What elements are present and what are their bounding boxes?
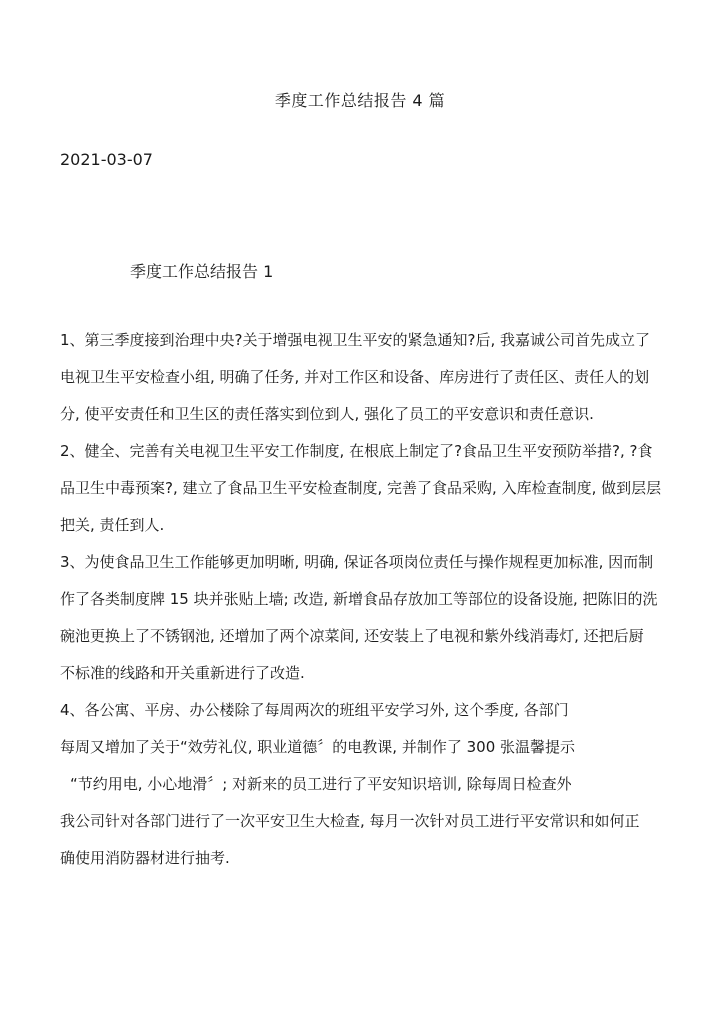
text-line: 品卫生中毒预案?, 建立了食品卫生平安检查制度, 完善了食品采购, 入库检查制度, 做到层层 bbox=[60, 479, 662, 497]
paragraph-2 bbox=[60, 433, 660, 544]
text-line: 碗池更换上了不锈钢池, 还增加了两个凉菜间, 还安装上了电视和紫外线消毒灯, 还把后厨 bbox=[60, 627, 644, 645]
text-line: 1、第三季度接到治理中央?关于增强电视卫生平安的紧急通知?后, 我嘉诚公司首先成立了 bbox=[60, 331, 651, 349]
text-line: 每周又增加了关于“效劳礼仪, 职业道德〞的电教课, 并制作了 300 张温馨提示 bbox=[60, 738, 576, 756]
section-heading: 季度工作总结报告 1 bbox=[130, 262, 274, 281]
text-line: 不标准的线路和开关重新进行了改造. bbox=[60, 664, 305, 682]
text-line: “节约用电, 小心地滑〞; 对新来的员工进行了平安知识培训, 除每周日检查外 bbox=[70, 775, 572, 793]
text-line: 2、健全、完善有关电视卫生平安工作制度, 在根底上制定了?食品卫生平安预防举措?, ?食 bbox=[60, 442, 653, 460]
text-line: 我公司针对各部门进行了一次平安卫生大检查, 每月一次针对员工进行平安常识和如何正 bbox=[60, 812, 640, 830]
paragraph-1 bbox=[60, 322, 660, 433]
paragraph-3 bbox=[60, 544, 660, 692]
text-line: 电视卫生平安检查小组, 明确了任务, 并对工作区和设备、库房进行了责任区、责任人的划 bbox=[60, 368, 650, 386]
text-line: 作了各类制度牌 15 块并张贴上墙; 改造, 新增食品存放加工等部位的设备设施, 把陈旧的洗 bbox=[60, 590, 658, 608]
paragraph-4 bbox=[60, 692, 660, 877]
text-line: 把关, 责任到人. bbox=[60, 516, 165, 534]
text-line: 4、各公寓、平房、办公楼除了每周两次的班组平安学习外, 这个季度, 各部门 bbox=[60, 701, 569, 719]
text-line: 分, 使平安责任和卫生区的责任落实到位到人, 强化了员工的平安意识和责任意识. bbox=[60, 405, 594, 423]
text-line: 确使用消防器材进行抽考. bbox=[60, 849, 230, 867]
text-line: 3、为使食品卫生工作能够更加明晰, 明确, 保证各项岗位责任与操作规程更加标准, 因而制 bbox=[60, 553, 654, 571]
document-date: 2021-03-07 bbox=[60, 150, 153, 169]
document-body bbox=[60, 322, 660, 877]
document-title: 季度工作总结报告 4 篇 bbox=[274, 91, 446, 110]
